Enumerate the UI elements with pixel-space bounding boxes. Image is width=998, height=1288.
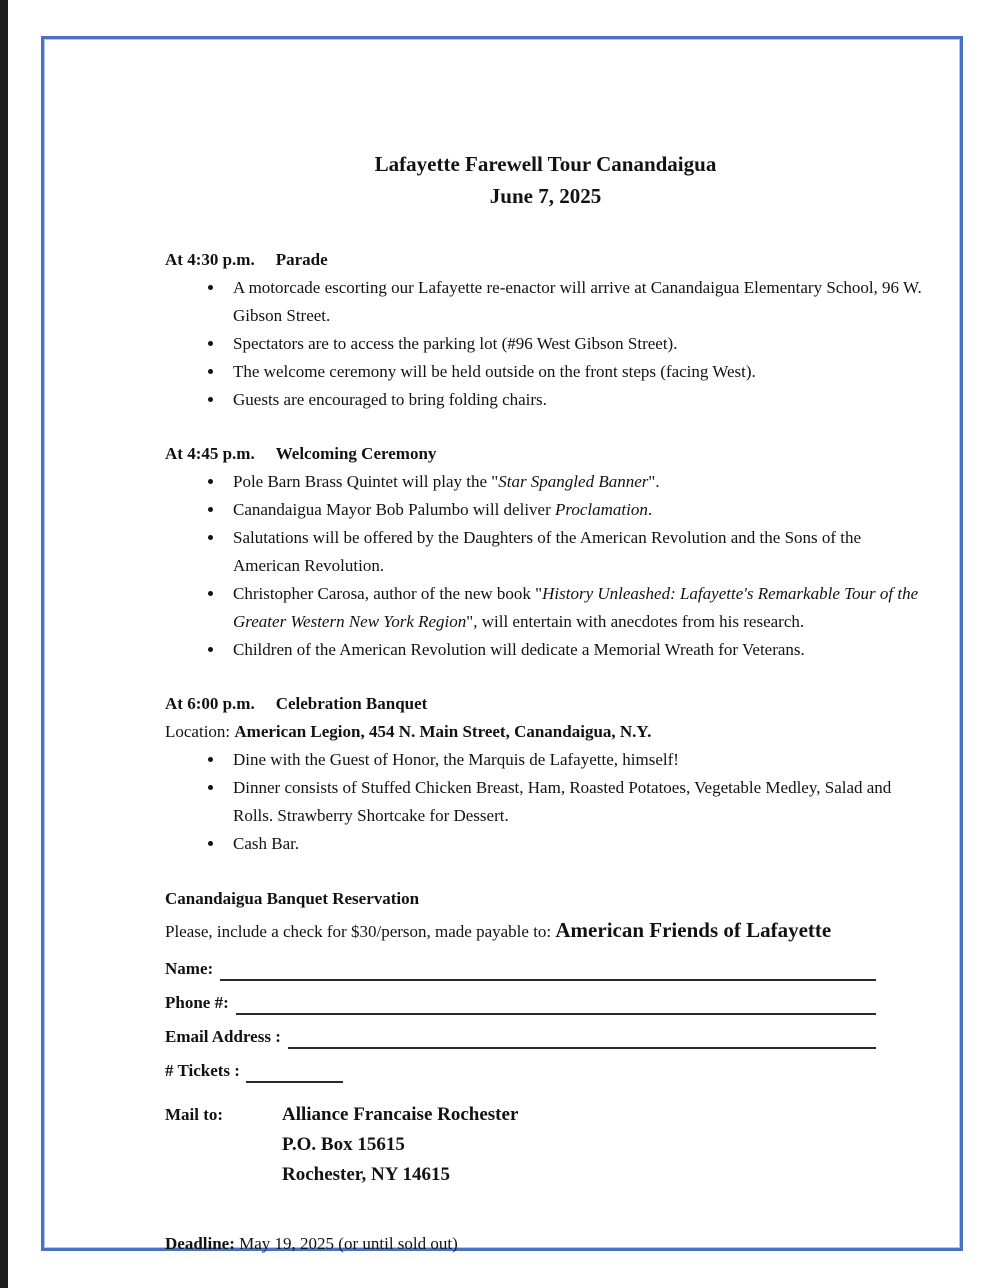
location-label: Location:	[165, 722, 235, 741]
field-row-tickets	[165, 1057, 343, 1083]
list-item	[225, 774, 926, 830]
bullet-text: Spectators are to access the parking lot (#96 West Gibson Street).	[233, 334, 678, 353]
tickets-field-label: # Tickets :	[165, 1061, 240, 1080]
mail-address-line: Rochester, NY 14615	[282, 1164, 450, 1185]
location-line	[165, 718, 926, 746]
list-item	[225, 524, 926, 580]
list-item	[225, 330, 926, 358]
reservation-section	[165, 885, 926, 1258]
section-heading	[165, 690, 926, 718]
title-block	[165, 148, 926, 212]
bullet-text: Dine with the Guest of Honor, the Marquis de Lafayette, himself!	[233, 750, 679, 769]
section-celebration-banquet	[165, 690, 926, 858]
section-time: At 6:00 p.m.	[165, 694, 255, 713]
bullet-text: Dinner consists of Stuffed Chicken Breast, Ham, Roasted Potatoes, Vegetable Medley, Salad and Rolls. Strawberry Shortcake for Dessert.	[233, 778, 892, 825]
deadline-line	[165, 1230, 926, 1258]
section-name: Welcoming Ceremony	[275, 444, 437, 463]
section-heading	[165, 440, 926, 468]
name-field-label: Name:	[165, 959, 214, 978]
section-welcoming-ceremony	[165, 440, 926, 664]
bullet-list	[165, 746, 926, 858]
list-item	[225, 830, 926, 858]
scan-edge-strip	[0, 0, 8, 1288]
page-title: Lafayette Farewell Tour Canandaigua	[374, 152, 717, 176]
deadline-text: May 19, 2025 (or until sold out)	[234, 1234, 458, 1253]
tickets-blank-line	[246, 1061, 343, 1083]
list-item	[225, 468, 926, 496]
bullet-text: Salutations will be offered by the Daughters of the American Revolution and the Sons of the American Revolution.	[233, 528, 862, 575]
email-field-label: Email Address :	[165, 1027, 281, 1046]
bullet-list	[165, 468, 926, 664]
email-blank-line	[288, 1027, 876, 1049]
section-time: At 4:30 p.m.	[165, 250, 255, 269]
mail-to-block	[165, 1100, 926, 1190]
mail-address	[282, 1100, 518, 1190]
document-content	[88, 78, 998, 1287]
list-item	[225, 496, 926, 524]
location-value: American Legion, 454 N. Main Street, Canandaigua, N.Y.	[234, 722, 652, 741]
section-parade	[165, 246, 926, 414]
mail-address-line: P.O. Box 15615	[282, 1134, 405, 1155]
bullet-text: The welcome ceremony will be held outside on the front steps (facing West).	[233, 362, 756, 381]
field-row-name	[165, 955, 876, 981]
section-time: At 4:45 p.m.	[165, 444, 255, 463]
phone-field-label: Phone #:	[165, 993, 229, 1012]
list-item	[225, 358, 926, 386]
reservation-heading: Canandaigua Banquet Reservation	[165, 889, 420, 908]
bullet-text: Children of the American Revolution will dedicate a Memorial Wreath for Veterans.	[233, 640, 805, 659]
list-item	[225, 386, 926, 414]
bullet-text: ", will entertain with anecdotes from his research.	[466, 612, 805, 631]
list-item	[225, 580, 926, 636]
deadline-label: Deadline:	[165, 1234, 235, 1253]
payable-name: American Friends of Lafayette	[555, 918, 832, 942]
field-row-email	[165, 1023, 876, 1049]
phone-blank-line	[236, 993, 876, 1015]
section-name: Celebration Banquet	[275, 694, 428, 713]
bullet-text: Guests are encouraged to bring folding chairs.	[233, 390, 547, 409]
list-item	[225, 746, 926, 774]
mail-to-label: Mail to:	[165, 1105, 224, 1124]
bullet-text: A motorcade escorting our Lafayette re-enactor will arrive at Canandaigua Elementary School, 96 W. Gibson Street.	[233, 278, 922, 325]
payable-line	[165, 915, 926, 947]
list-item	[225, 636, 926, 664]
bullet-text-italic: Proclamation	[555, 500, 648, 519]
list-item	[225, 274, 926, 330]
field-row-phone	[165, 989, 876, 1015]
name-blank-line	[220, 959, 876, 981]
bullet-text: Christopher Carosa, author of the new book "	[233, 584, 543, 603]
section-name: Parade	[275, 250, 328, 269]
bullet-list	[165, 274, 926, 414]
payable-text: Please, include a check for $30/person, made payable to:	[165, 922, 556, 941]
mail-address-line: Alliance Francaise Rochester	[282, 1104, 519, 1125]
bullet-text-italic: History Unleashed: Lafayette's Remarkable Tour of the Greater Western New York Region	[233, 584, 919, 631]
bullet-text: Canandaigua Mayor Bob Palumbo will deliver	[233, 500, 555, 519]
bullet-text: Pole Barn Brass Quintet will play the "	[233, 472, 499, 491]
document-page	[41, 36, 963, 1251]
bullet-text: ".	[648, 472, 660, 491]
bullet-text: Cash Bar.	[233, 834, 300, 853]
section-heading	[165, 246, 926, 274]
bullet-text-italic: Star Spangled Banner	[498, 472, 649, 491]
event-date: June 7, 2025	[489, 184, 602, 208]
bullet-text: .	[647, 500, 653, 519]
